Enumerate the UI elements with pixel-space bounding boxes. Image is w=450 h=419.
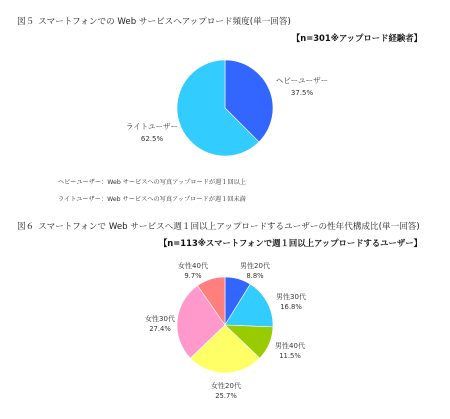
- slice-label-female40: 女性40代: [178, 262, 208, 270]
- figure5-sample: 【n=301※アップロード経験者】: [291, 33, 422, 43]
- figure6-title: [17, 220, 420, 232]
- slice-value-light: 62.5%: [140, 135, 164, 143]
- figure6-sample: 【n=113※スマートフォンで週１回以上アップロードするユーザー】: [158, 238, 422, 248]
- slice-label-female20: 女性20代: [211, 382, 241, 390]
- figure5-title-text: スマートフォンでの Web サービスへアップロード頻度(単一回答): [38, 17, 291, 27]
- figure6-title-text: スマートフォンで Web サービスへ週１回以上アップロードするユーザーの性年代構成比(単一回答): [38, 222, 420, 232]
- figure6-number: 図６: [17, 222, 35, 232]
- slice-value-heavy: 37.5%: [290, 89, 314, 97]
- slice-label-light: ライトユーザー: [126, 122, 178, 131]
- slice-value-female40: 9.7%: [184, 272, 202, 280]
- slice-value-female20: 25.7%: [215, 392, 237, 400]
- figure6-pie: [177, 277, 273, 373]
- slice-value-male20: 8.8%: [246, 272, 264, 280]
- slice-value-male30: 16.8%: [280, 303, 302, 311]
- slice-label-female30: 女性30代: [145, 315, 175, 323]
- slice-label-male20: 男性20代: [240, 262, 270, 270]
- slice-label-male30: 男性30代: [276, 293, 306, 301]
- figure5-pie: [177, 60, 273, 156]
- slice-label-male40: 男性40代: [275, 342, 305, 350]
- figure5-note-heavy: ヘビーユーザー：Web サービスへの写真アップロードが週１回以上: [58, 179, 247, 186]
- slice-value-female30: 27.4%: [149, 325, 171, 333]
- slice-label-heavy: ヘビーユーザー: [275, 76, 329, 85]
- figure5-number: 図５: [17, 17, 35, 27]
- slice-value-male40: 11.5%: [279, 352, 301, 360]
- figure5-note-light: ライトユーザー：Web サービスへの写真アップロードが週１回未満: [58, 196, 246, 203]
